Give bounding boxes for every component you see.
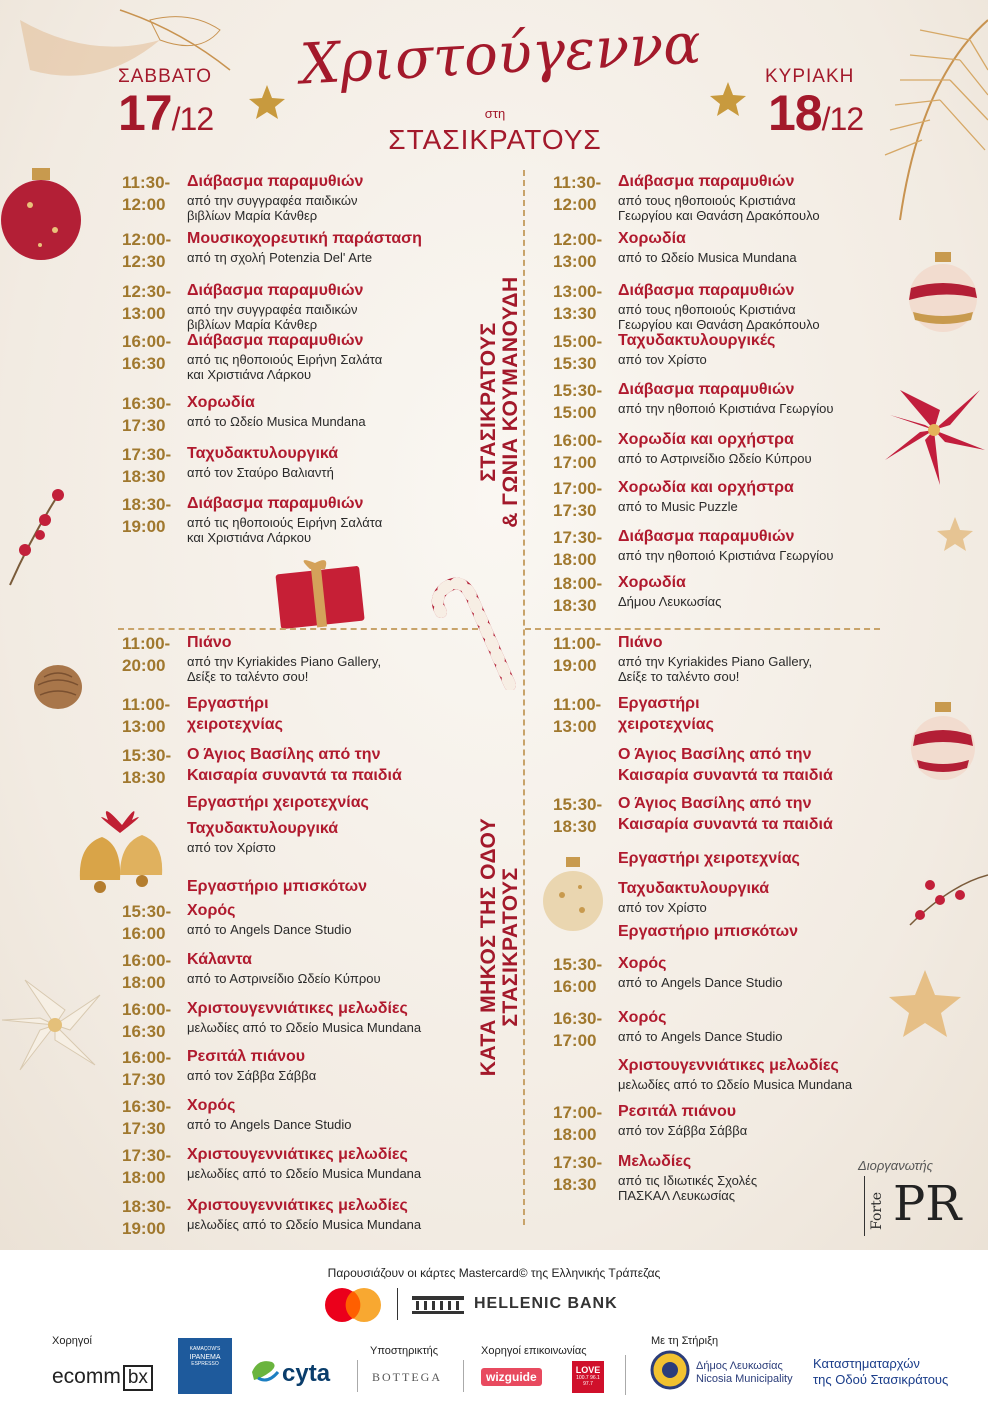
event-title: Πιάνο <box>618 634 663 651</box>
event-end-time: 13:00 <box>122 717 166 736</box>
event-start-time: 16:30- <box>553 1009 603 1028</box>
event-title: Πιάνο <box>187 634 232 651</box>
event-end-time: 17:00 <box>553 453 597 472</box>
sunday-label: ΚΥΡΙΑΚΗ <box>765 66 855 87</box>
event-title: Διάβασμα παραμυθιών <box>187 332 364 349</box>
event-end-time: 20:00 <box>122 656 166 675</box>
event-title: Χορός <box>187 902 236 919</box>
event-description: από την ηθοποιό Κριστιάνα Γεωργίου <box>618 401 834 416</box>
event-title: Εργαστήρι <box>618 695 700 712</box>
ecommbx-logo-text: ecomm <box>52 1365 121 1388</box>
footer-sep-1 <box>357 1360 358 1392</box>
event-end-time: 17:30 <box>122 1119 166 1138</box>
event-description: από την συγγραφέα παιδικών <box>187 302 358 317</box>
event-title: Εργαστήρι χειροτεχνίας <box>187 794 369 811</box>
divider-left <box>118 628 478 630</box>
event-start-time: 18:30- <box>122 495 172 514</box>
event-description: από την Kyriakides Piano Gallery, <box>618 654 813 669</box>
event-title: Ταχυδακτυλουργικά <box>187 445 339 462</box>
event-title-line2: χειροτεχνίας <box>618 716 714 733</box>
event-description: από το Angels Dance Studio <box>187 922 352 937</box>
poinsettia-flower-right <box>880 370 988 490</box>
event-title: Διάβασμα παραμυθιών <box>187 173 364 190</box>
bottega-logo: BOTTEGA <box>372 1370 442 1384</box>
event-description: από το Αστρινείδιο Ωδείο Κύπρου <box>187 971 381 986</box>
event-title: Χορωδία <box>618 574 686 591</box>
event-title: Χριστουγεννιάτικες μελωδίες <box>187 1197 408 1214</box>
event-end-time: 17:00 <box>553 1031 597 1050</box>
event-end-time: 18:30 <box>122 467 166 486</box>
section-label-top <box>478 242 522 562</box>
event-title: Διάβασμα παραμυθιών <box>618 528 795 545</box>
event-description: βιβλίων Μαρία Κάνθερ <box>187 208 318 223</box>
event-title: Μελωδίες <box>618 1153 692 1170</box>
event-title: Διάβασμα παραμυθιών <box>618 282 795 299</box>
event-description: από τον Χρίστο <box>618 900 707 915</box>
event-end-time: 13:00 <box>122 304 166 323</box>
event-description: από το Αστρινείδιο Ωδείο Κύπρου <box>618 451 812 466</box>
event-description: από τον Χρίστο <box>187 840 276 855</box>
event-title: Εργαστήρι χειροτεχνίας <box>618 850 800 867</box>
title-sub: στη <box>484 106 506 121</box>
event-start-time: 13:00- <box>553 282 603 301</box>
event-title: Χορός <box>618 1009 667 1026</box>
footer-divider <box>397 1288 398 1320</box>
event-end-time: 16:30 <box>122 1022 166 1041</box>
event-title: Χορός <box>187 1097 236 1114</box>
event-end-time: 16:00 <box>553 977 597 996</box>
event-description: Γεωργίου και Θανάση Δρακόπουλο <box>618 317 820 332</box>
wizguide-logo: wizguide <box>481 1368 542 1386</box>
event-description: και Χριστιάνα Λάρκου <box>187 367 312 382</box>
divider-right <box>525 628 880 630</box>
white-flower-decoration <box>0 970 110 1080</box>
berry-branch-right <box>900 815 988 935</box>
event-end-time: 18:00 <box>553 1125 597 1144</box>
gold-ornament-ball <box>540 855 610 940</box>
title-street: ΣΤΑΣΙΚΡΑΤΟΥΣ <box>388 124 602 155</box>
event-start-time: 11:00- <box>122 634 171 653</box>
star-icon-right <box>708 80 748 118</box>
event-description: βιβλίων Μαρία Κάνθερ <box>187 317 318 332</box>
event-start-time: 12:00- <box>553 230 603 249</box>
event-title: Μουσικοχορευτική παράσταση <box>187 230 422 247</box>
event-end-time: 13:00 <box>553 717 597 736</box>
event-title: Ταχυδακτυλουργικά <box>618 880 770 897</box>
event-description: από το Ωδείο Musica Mundana <box>618 250 797 265</box>
municipality-text <box>696 1360 793 1386</box>
event-end-time: 15:30 <box>553 354 597 373</box>
shop-owners-line2: της Οδού Στασικράτους <box>813 1372 949 1387</box>
event-start-time: 16:00- <box>122 1048 172 1067</box>
event-end-time: 18:00 <box>122 973 166 992</box>
event-start-time: 17:30- <box>122 445 172 464</box>
sunday-date-month: /12 <box>821 101 864 137</box>
event-end-time: 18:00 <box>122 1168 166 1187</box>
event-start-time: 15:30- <box>122 902 172 921</box>
event-end-time: 19:00 <box>553 656 597 675</box>
saturday-date-month: /12 <box>171 101 214 137</box>
event-start-time: 16:00- <box>122 332 172 351</box>
sunday-date-day: 18 <box>768 85 822 141</box>
hellenic-bank-icon <box>410 1294 466 1316</box>
love-radio-text: LOVE <box>575 1365 601 1375</box>
event-title: Ο Άγιος Βασίλης από την <box>618 746 812 763</box>
event-start-time: 12:00- <box>122 230 172 249</box>
saturday-label: ΣΑΒΒΑΤΟ <box>118 66 213 87</box>
event-title: Χορωδία και ορχήστρα <box>618 479 794 496</box>
ipanema-line1: KAMAÇOW'S <box>189 1346 221 1352</box>
event-end-time: 16:30 <box>122 354 166 373</box>
event-title: Χορωδία <box>187 394 255 411</box>
event-description: από τους ηθοποιούς Κριστιάνα <box>618 302 796 317</box>
event-title: Διάβασμα παραμυθιών <box>618 173 795 190</box>
mastercard-logo-icon <box>322 1286 384 1324</box>
event-description: Γεωργίου και Θανάση Δρακόπουλο <box>618 208 820 223</box>
ornament-ball-left <box>0 160 90 270</box>
event-description: μελωδίες από το Ωδείο Musica Mundana <box>187 1020 422 1035</box>
footer-sep-2 <box>463 1360 464 1392</box>
nicosia-municipality-emblem-icon <box>650 1350 690 1390</box>
event-start-time: 16:00- <box>122 1000 172 1019</box>
ipanema-line3: ESPRESSO <box>191 1361 219 1367</box>
event-description: από το Angels Dance Studio <box>187 1117 352 1132</box>
event-title: Ρεσιτάλ πιάνου <box>618 1103 737 1120</box>
event-start-time: 12:30- <box>122 282 172 301</box>
shop-owners-text <box>813 1356 948 1388</box>
event-end-time: 18:30 <box>553 596 597 615</box>
event-end-time: 19:00 <box>122 517 166 536</box>
section-label-bottom <box>478 782 522 1112</box>
event-end-time: 16:00 <box>122 924 166 943</box>
pinecone-decoration <box>28 655 88 715</box>
event-end-time: 15:00 <box>553 403 597 422</box>
event-title: Χορωδία <box>618 230 686 247</box>
organizer-logo-big: PR <box>893 1176 962 1232</box>
event-title: Χριστουγεννιάτικες μελωδίες <box>187 1000 408 1017</box>
event-description: από τον Χρίστο <box>618 352 707 367</box>
event-start-time: 15:30- <box>553 955 603 974</box>
event-start-time: 17:30- <box>122 1146 172 1165</box>
event-title: Ο Άγιος Βασίλης από την <box>187 746 381 763</box>
event-title: Διάβασμα παραμυθιών <box>187 495 364 512</box>
footer-sep-3 <box>625 1355 626 1395</box>
event-end-time: 17:30 <box>122 1070 166 1089</box>
event-start-time: 11:00- <box>122 695 171 714</box>
organizer-logo-small: Forte <box>869 1192 885 1230</box>
event-description: από τον Σταύρο Βαλιαντή <box>187 465 334 480</box>
support-label: Με τη Στήριξη <box>651 1335 719 1347</box>
event-description: μελωδίες από το Ωδείο Musica Mundana <box>187 1166 422 1181</box>
event-title: Ρεσιτάλ πιάνου <box>187 1048 306 1065</box>
event-title: Διάβασμα παραμυθιών <box>618 381 795 398</box>
event-title: Εργαστήρι <box>187 695 269 712</box>
event-description: μελωδίες από το Ωδείο Musica Mundana <box>618 1077 853 1092</box>
event-start-time: 18:00- <box>553 574 603 593</box>
event-description: από τις ηθοποιούς Ειρήνη Σαλάτα <box>187 352 383 367</box>
star-decoration-right <box>885 965 965 1040</box>
cyta-logo-text: cyta <box>282 1360 331 1387</box>
event-start-time: 17:30- <box>553 1153 603 1172</box>
section-label-top-line1: ΣΤΑΣΙΚΡΑΤΟΥΣ <box>477 322 500 482</box>
event-start-time: 17:00- <box>553 479 603 498</box>
candy-cane-decoration <box>425 560 530 690</box>
event-end-time: 17:30 <box>553 501 597 520</box>
love-radio-logo <box>572 1361 604 1393</box>
section-label-bottom-line1: ΚΑΤΑ ΜΗΚΟΣ ΤΗΣ ΟΔΟΥ <box>477 817 500 1077</box>
event-title: Χριστουγεννιάτικες μελωδίες <box>187 1146 408 1163</box>
event-end-time: 18:30 <box>553 817 597 836</box>
event-start-time: 15:30- <box>553 381 603 400</box>
event-title-line2: Καισαρία συναντά τα παιδιά <box>618 767 833 784</box>
small-star-right <box>935 515 975 553</box>
media-sponsors-label: Χορηγοί επικοινωνίας <box>481 1345 587 1357</box>
event-description: και Χριστιάνα Λάρκου <box>187 530 312 545</box>
event-description: από το Angels Dance Studio <box>618 1029 783 1044</box>
municipality-line1: Δήμος Λευκωσίας <box>696 1360 783 1372</box>
ornament-ball-bottom-right <box>905 700 985 790</box>
event-description: ΠΑΣΚΑΛ Λευκωσίας <box>618 1188 736 1203</box>
event-description: Δείξε το ταλέντο σου! <box>187 669 309 684</box>
ecommbx-logo <box>52 1365 153 1391</box>
event-start-time: 15:00- <box>553 332 603 351</box>
event-start-time: 11:00- <box>553 634 602 653</box>
event-title: Εργαστήριο μπισκότων <box>618 923 798 940</box>
sponsor-footer <box>0 1250 988 1403</box>
event-start-time: 16:30- <box>122 1097 172 1116</box>
event-description: Δείξε το ταλέντο σου! <box>618 669 740 684</box>
event-title: Κάλαντα <box>187 951 252 968</box>
event-start-time: 18:30- <box>122 1197 172 1216</box>
shop-owners-line1: Καταστηματαρχών <box>813 1356 920 1371</box>
event-description: από τον Σάββα Σάββα <box>187 1068 317 1083</box>
ipanema-line2: IPANEMA <box>189 1354 221 1361</box>
divider-vertical <box>523 170 525 1225</box>
event-start-time: 16:00- <box>122 951 172 970</box>
event-title: Χορωδία και ορχήστρα <box>618 431 794 448</box>
event-description: από το Music Puzzle <box>618 499 738 514</box>
event-title: Διάβασμα παραμυθιών <box>187 282 364 299</box>
event-description: από το Ωδείο Musica Mundana <box>187 414 366 429</box>
event-end-time: 17:30 <box>122 416 166 435</box>
event-description: από το Angels Dance Studio <box>618 975 783 990</box>
organizer-label: Διοργανωτής <box>858 1158 933 1173</box>
event-description: από την συγγραφέα παιδικών <box>187 193 358 208</box>
event-title: Χριστουγεννιάτικες μελωδίες <box>618 1057 839 1074</box>
event-start-time: 17:00- <box>553 1103 603 1122</box>
event-description: από τους ηθοποιούς Κριστιάνα <box>618 193 796 208</box>
section-label-bottom-line2: ΣΤΑΣΙΚΡΑΤΟΥΣ <box>499 867 522 1027</box>
event-start-time: 17:30- <box>553 528 603 547</box>
event-description: από την Kyriakides Piano Gallery, <box>187 654 382 669</box>
event-description: από την ηθοποιό Κριστιάνα Γεωργίου <box>618 548 834 563</box>
event-start-time: 16:30- <box>122 394 172 413</box>
ecommbx-logo-suffix: bx <box>123 1365 153 1391</box>
event-description: από τις Ιδιωτικές Σχολές <box>618 1173 758 1188</box>
event-end-time: 13:00 <box>553 252 597 271</box>
event-title: Ταχυδακτυλουργικά <box>187 820 339 837</box>
event-title-line2: χειροτεχνίας <box>187 716 283 733</box>
event-title-line2: Καισαρία συναντά τα παιδιά <box>618 816 833 833</box>
main-title: Χριστούγεννα <box>298 11 703 98</box>
event-description: από τη σχολή Potenzia Del' Arte <box>187 250 373 265</box>
event-end-time: 18:30 <box>122 768 166 787</box>
event-start-time: 16:00- <box>553 431 603 450</box>
event-start-time: 11:30- <box>553 173 602 192</box>
event-title: Ο Άγιος Βασίλης από την <box>618 795 812 812</box>
presented-by-text: Παρουσιάζουν οι κάρτες Mastercard© της Ελληνικής Τράπεζας <box>327 1266 661 1280</box>
event-title: Χορός <box>618 955 667 972</box>
bells-decoration <box>60 795 180 900</box>
event-description: μελωδίες από το Ωδείο Musica Mundana <box>187 1217 422 1232</box>
event-title: Εργαστήριο μπισκότων <box>187 878 367 895</box>
event-start-time: 15:30- <box>553 795 603 814</box>
organizer-logo <box>864 1176 974 1236</box>
gift-box-decoration <box>270 555 370 630</box>
event-end-time: 19:00 <box>122 1219 166 1238</box>
star-icon-left <box>247 83 287 121</box>
supporter-label: Υποστηρικτής <box>370 1345 439 1357</box>
event-start-time: 11:00- <box>553 695 602 714</box>
event-end-time: 12:30 <box>122 252 166 271</box>
event-end-time: 13:30 <box>553 304 597 323</box>
berry-branch-left <box>0 480 80 590</box>
event-description: από τον Σάββα Σάββα <box>618 1123 748 1138</box>
ornament-ball-right <box>905 250 985 340</box>
municipality-line2: Nicosia Municipality <box>696 1373 793 1385</box>
event-start-time: 15:30- <box>122 746 172 765</box>
event-end-time: 12:00 <box>553 195 597 214</box>
love-radio-freq: 100.7 96.1 97.7 <box>576 1375 600 1387</box>
section-label-top-line2: & ΓΩΝΙΑ ΚΟΥΜΑΝΟΥΔΗ <box>499 276 522 528</box>
event-start-time: 11:30- <box>122 173 171 192</box>
event-description: από τις ηθοποιούς Ειρήνη Σαλάτα <box>187 515 383 530</box>
saturday-date-day: 17 <box>118 85 172 141</box>
sunday-date <box>768 84 863 142</box>
ipanema-logo <box>178 1338 232 1394</box>
event-description: Δήμου Λευκωσίας <box>618 594 722 609</box>
event-title: Ταχυδακτυλουργικές <box>618 332 776 349</box>
event-end-time: 18:30 <box>553 1175 597 1194</box>
sponsors-label: Χορηγοί <box>52 1335 92 1347</box>
hellenic-bank-name: HELLENIC BANK <box>474 1295 618 1312</box>
event-title-line2: Καισαρία συναντά τα παιδιά <box>187 767 402 784</box>
event-end-time: 18:00 <box>553 550 597 569</box>
cyta-icon <box>248 1356 282 1386</box>
event-end-time: 12:00 <box>122 195 166 214</box>
saturday-date <box>118 84 213 142</box>
